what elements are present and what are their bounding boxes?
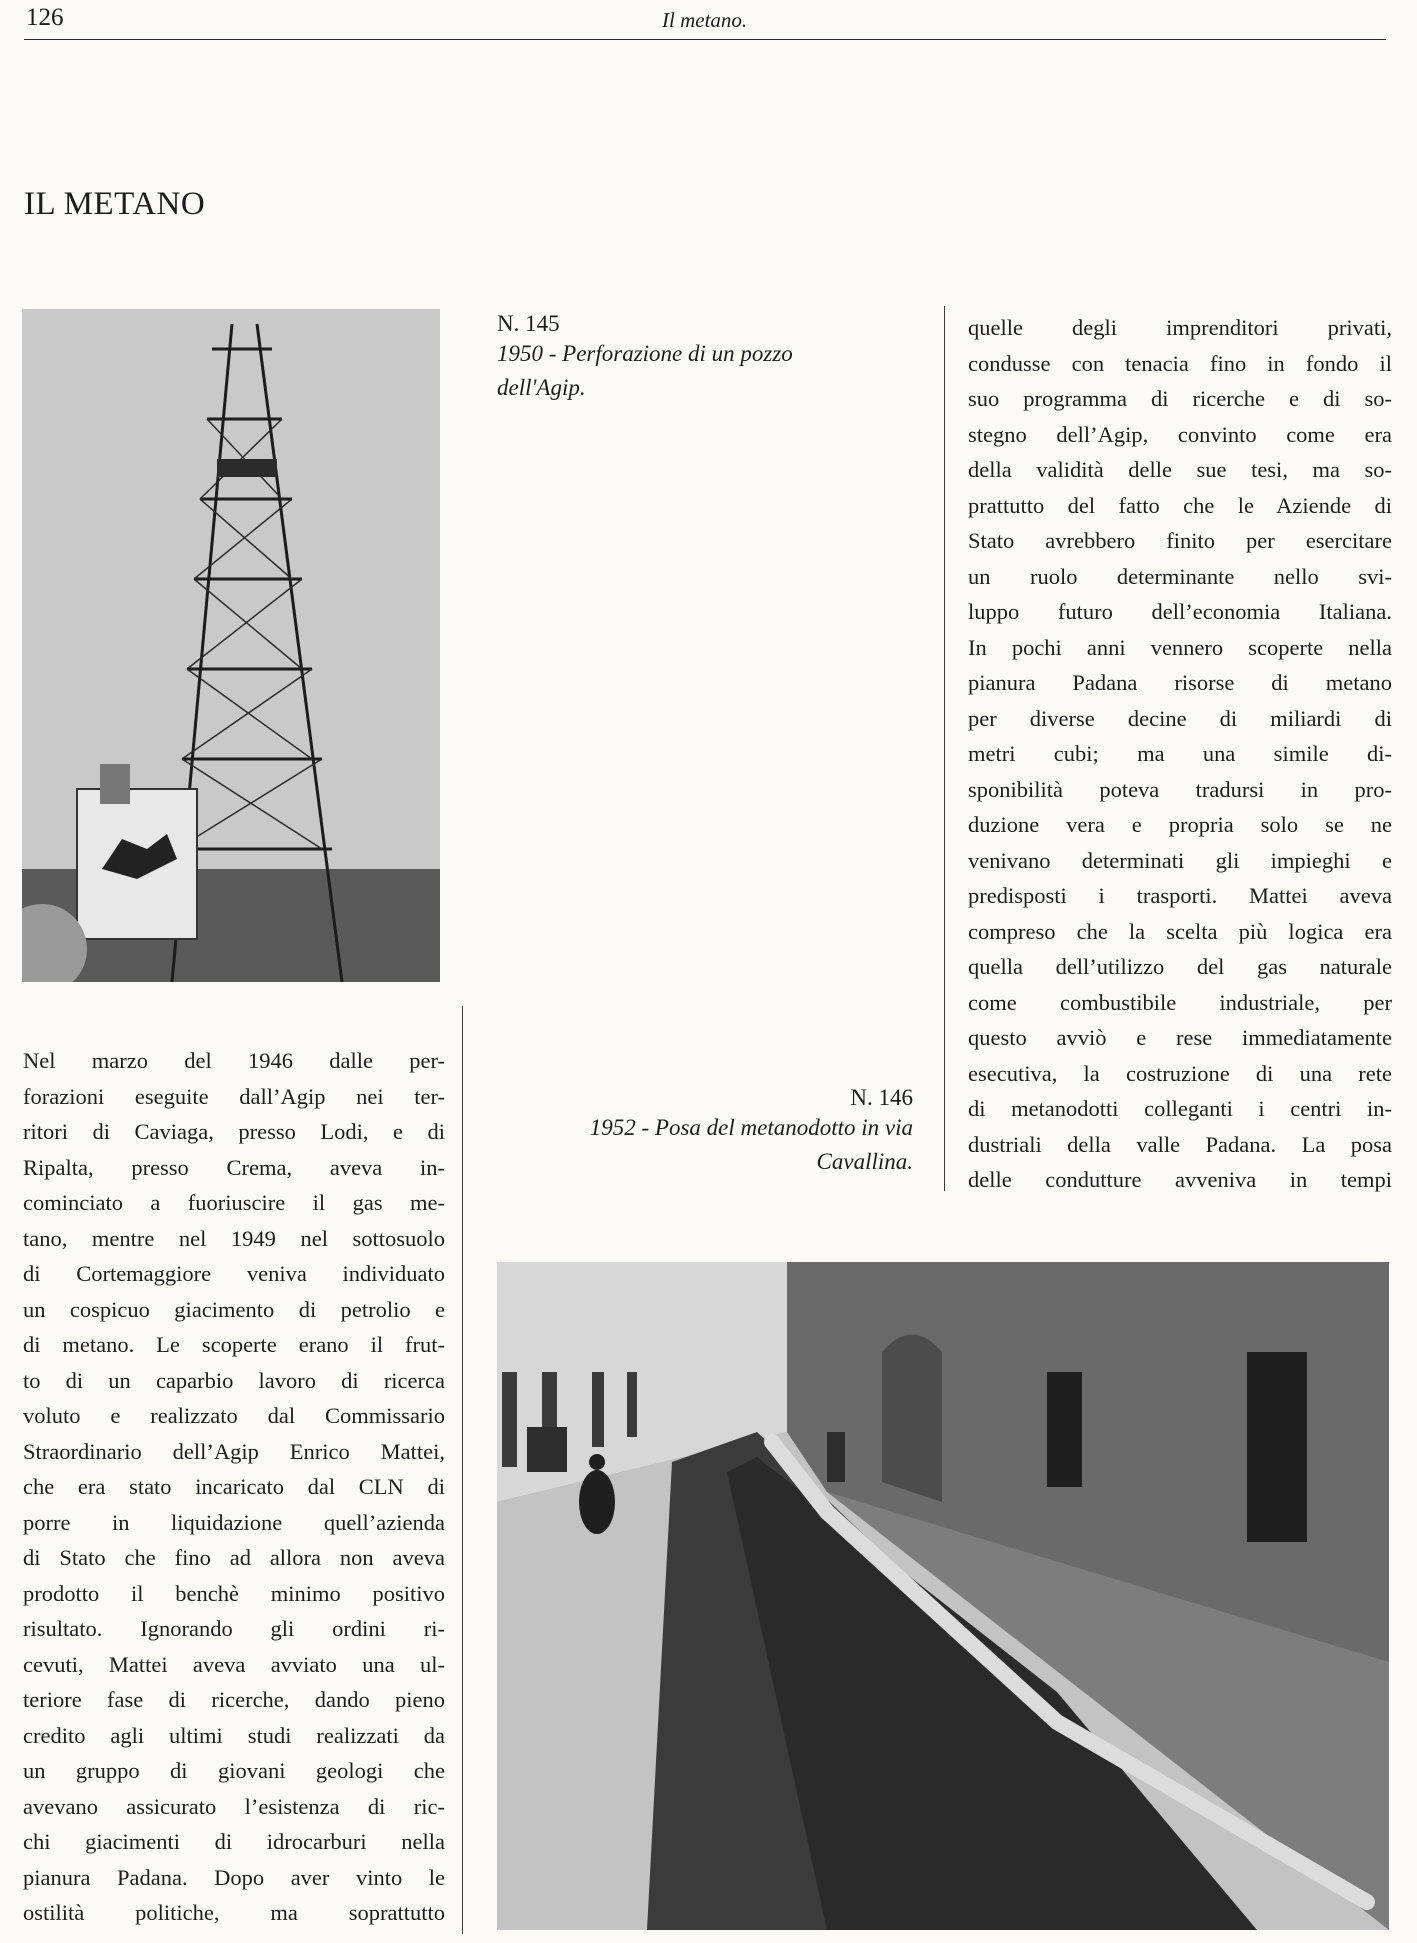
body-line: compreso che la scelta più logica era [968,918,1392,944]
body-line: questo avviò e rese immediatamente [968,1025,1392,1050]
right-column-rule [944,306,945,1191]
body-line: sponibilità poteva tradursi in pro- [968,776,1392,802]
derrick-photo [22,309,440,982]
body-line: venivano determinati gli impieghi e [968,847,1392,873]
body-line: avevano assicurato l’esistenza di ric- [23,1793,445,1819]
body-line: tano, mentre nel 1949 nel sottosuolo [23,1225,445,1251]
body-line: di Stato che fino ad allora non aveva [23,1545,445,1570]
body-line: dustriali della valle Padana. La posa [968,1131,1392,1157]
running-title: Il metano. [662,8,748,32]
caption-146 [497,1085,913,1179]
body-line: predisposti i trasporti. Mattei aveva [968,883,1392,908]
body-line: metri cubi; ma una simile di- [968,741,1392,766]
body-line: forazioni eseguite dall’Agip nei ter- [23,1083,445,1109]
body-line: cominciato a fuoriuscire il gas me- [23,1190,445,1215]
pipeline-photo [497,1262,1389,1930]
caption-145-line-1: 1950 - Perforazione di un pozzo [497,341,793,366]
body-line: cevuti, Mattei aveva avviato una ul- [23,1651,445,1677]
body-line: to di un caparbio lavoro di ricerca [23,1367,445,1393]
body-line: ritori di Caviaga, presso Lodi, e di [23,1119,445,1144]
caption-145-line-2: dell'Agip. [497,375,586,400]
page-number: 126 [26,4,64,31]
caption-145 [497,311,917,405]
body-line: un cospicuo giacimento di petrolio e [23,1296,445,1322]
body-line: Stato avrebbero finito per esercitare [968,528,1392,553]
body-line: prattutto del fatto che le Aziende di [968,492,1392,518]
chapter-title: IL METANO [24,186,206,222]
body-line: un ruolo determinante nello svi- [968,563,1392,589]
body-line: Straordinario dell’Agip Enrico Mattei, [23,1438,445,1464]
body-line: condusse con tenacia fino in fondo il [968,350,1392,376]
body-line: risultato. Ignorando gli ordini ri- [23,1616,445,1641]
left-column-rule [462,1006,463,1934]
body-line: esecutiva, la costruzione di una rete [968,1060,1392,1086]
body-line: per diverse decine di miliardi di [968,705,1392,731]
body-line: Ripalta, presso Crema, aveva in- [23,1154,445,1180]
header-rule [24,39,1386,40]
body-line: quelle degli imprenditori privati, [968,315,1392,340]
body-line: di metano. Le scoperte erano il frut- [23,1332,445,1357]
body-line: In pochi anni vennero scoperte nella [968,634,1392,660]
body-line: porre in liquidazione quell’azienda [23,1509,445,1535]
body-line: credito agli ultimi studi realizzati da [23,1722,445,1748]
body-line: quella dell’utilizzo del gas naturale [968,954,1392,979]
caption-146-number: N. 146 [850,1085,913,1110]
body-line: luppo futuro dell’economia Italiana. [968,599,1392,624]
body-line: stegno dell’Agip, convinto come era [968,421,1392,447]
caption-145-number: N. 145 [497,311,560,336]
body-line: prodotto il benchè minimo positivo [23,1580,445,1606]
body-line: ostilità politiche, ma soprattutto [23,1900,445,1925]
body-line: teriore fase di ricerche, dando pieno [23,1687,445,1712]
body-line: suo programma di ricerche e di so- [968,386,1392,411]
body-line: di Cortemaggiore veniva individuato [23,1261,445,1286]
body-line: che era stato incaricato dal CLN di [23,1474,445,1499]
body-line: delle condutture avveniva in tempi [968,1167,1392,1192]
caption-146-line-2: Cavallina. [816,1149,913,1174]
body-line: chi giacimenti di idrocarburi nella [23,1829,445,1854]
caption-146-line-1: 1952 - Posa del metanodotto in via [589,1115,913,1140]
body-line: pianura Padana. Dopo aver vinto le [23,1864,445,1890]
body-line: della validità delle sue tesi, ma so- [968,457,1392,482]
body-line: Nel marzo del 1946 dalle per- [23,1048,445,1073]
body-line: pianura Padana risorse di metano [968,670,1392,695]
body-line: come combustibile industriale, per [968,989,1392,1015]
body-line: di metanodotti colleganti i centri in- [968,1096,1392,1121]
body-line: voluto e realizzato dal Commissario [23,1403,445,1428]
body-line: un gruppo di giovani geologi che [23,1758,445,1783]
body-line: duzione vera e propria solo se ne [968,812,1392,837]
